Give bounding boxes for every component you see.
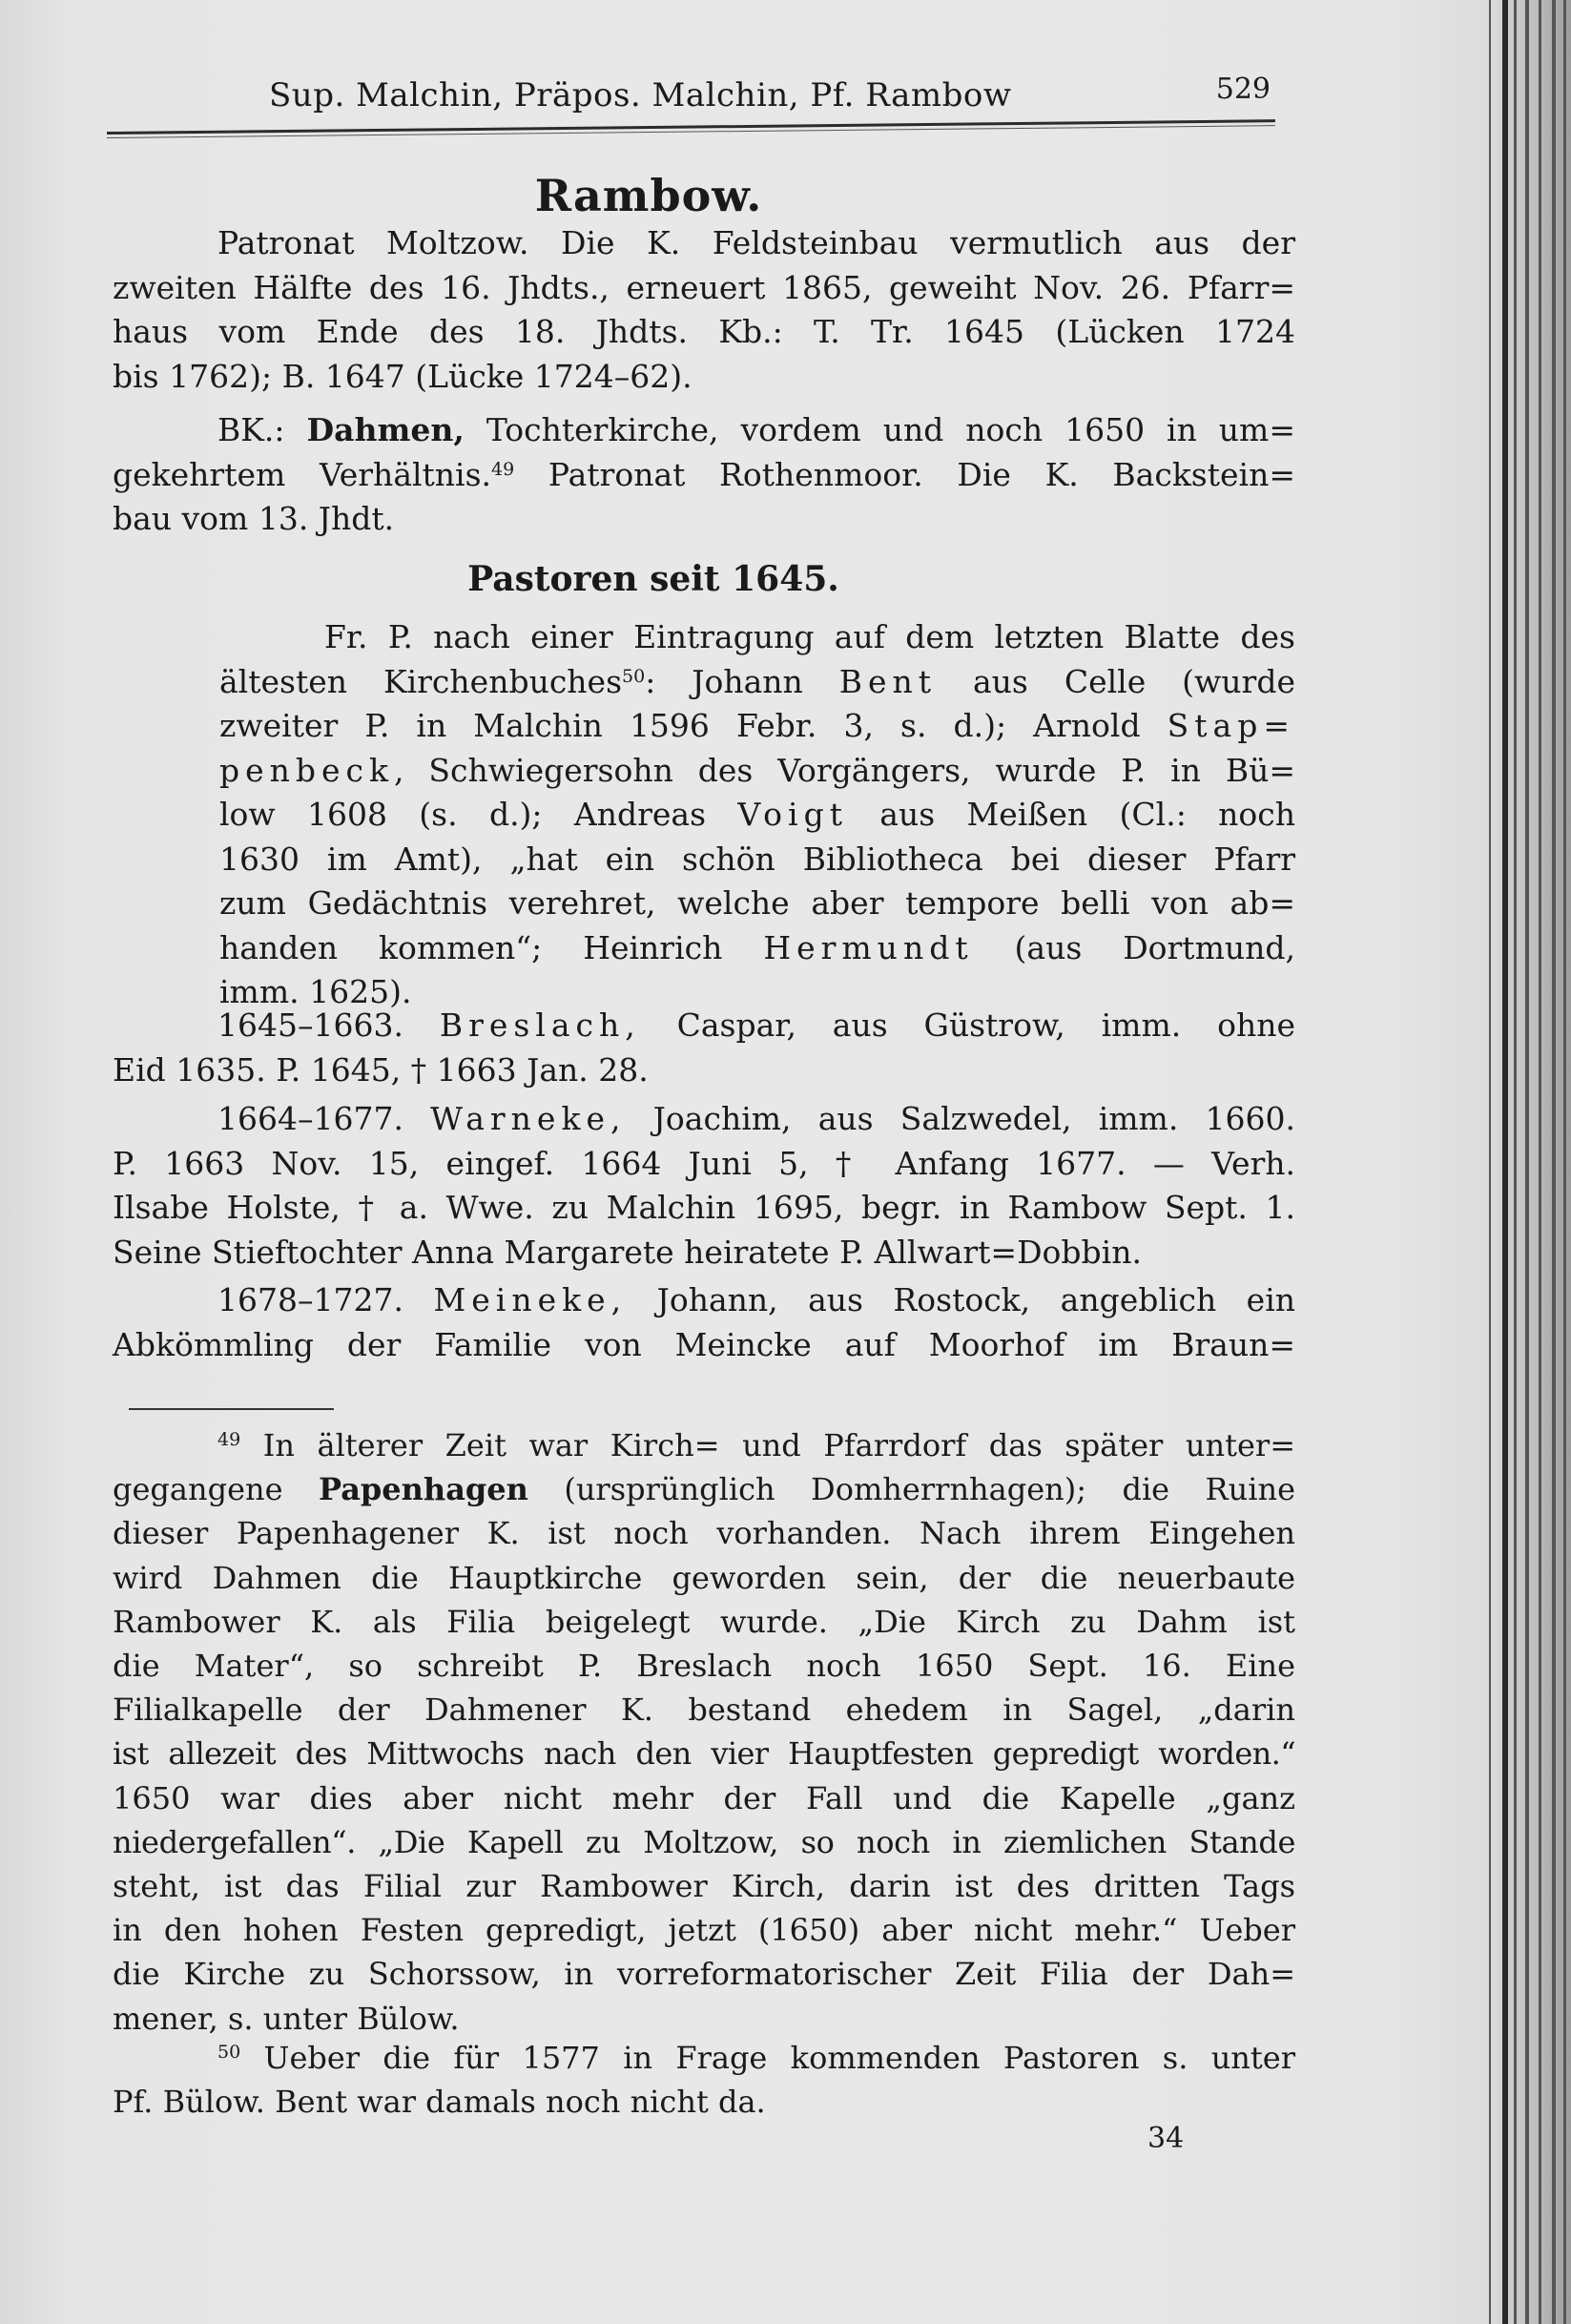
text-line: BK.: Dahmen, Tochterkirche, vordem und noch 1650 in um= [217,411,1295,448]
running-head [107,73,1271,130]
page-edge-line [1552,0,1556,2324]
text-line: bau vom 13. Jhdt. [113,500,395,537]
intro-paragraph [113,221,1295,399]
text-line: 1650 war dies aber nicht mehr der Fall und die Kapelle „ganz [113,1779,1295,1816]
text-line: wird Dahmen die Hauptkirche geworden sein, der die neuerbaute [113,1559,1295,1596]
pastor-name: Voigt [737,796,848,833]
text-line: in den hohen Festen gepredigt, jetzt (1650) aber nicht mehr.“ Ueber [113,1912,1295,1949]
pastor-name: Meineke, [433,1281,628,1318]
text-line: steht, ist das Filial zur Rambower Kirch, darin ist des dritten Tags [113,1868,1295,1905]
text-line: Ilsabe Holste, † a. Wwe. zu Malchin 1695, begr. in Rambow Sept. 1. [113,1189,1295,1226]
text-line: Patronat Moltzow. Die K. Feldsteinbau vermutlich aus der [217,224,1295,261]
page-edge-line [1514,0,1517,2324]
text-line: gegangene Papenhagen (ursprünglich Domherrnhagen); die Ruine [113,1471,1296,1508]
footnote-50 [113,2036,1295,2124]
text-line: ist allezeit des Mittwochs nach den vier Hauptfesten gepredigt worden.“ [113,1735,1295,1773]
text-line: low 1608 (s. d.); Andreas Voigt aus Meißen (Cl.: noch [219,796,1295,833]
signature-mark: 34 [1147,2122,1185,2155]
text-line: P. 1663 Nov. 15, eingef. 1664 Juni 5, † Anfang 1677. — Verh. [113,1144,1295,1182]
text-line: die Mater“, so schreibt P. Breslach noch 1650 Sept. 16. Eine [113,1648,1295,1685]
footnote-number: 50 [217,2042,241,2063]
pastor-entry-warneke [113,1097,1295,1275]
footnote-ref-50[interactable]: 50 [622,665,646,687]
text-line: Seine Stieftochter Anna Margarete heiratete P. Allwart=Dobbin. [113,1233,1142,1271]
pastor-name: Breslach, [439,1006,641,1044]
pastor-entry-meineke [113,1278,1295,1367]
text-line: Filialkapelle der Dahmener K. bestand ehedem in Sagel, „darin [113,1691,1295,1729]
page-edge-line [1563,0,1566,2324]
text-line: 1664–1677. Warneke, Joachim, aus Salzwedel, imm. 1660. [217,1100,1295,1137]
filial-place: Dahmen, [306,411,465,448]
text-line: niedergefallen“. „Die Kapell zu Moltzow, so noch in ziemlichen Stande [113,1823,1295,1860]
text-line: 1645–1663. Breslach, Caspar, aus Güstrow, imm. ohne [217,1006,1295,1044]
running-head-title: Sup. Malchin, Präpos. Malchin, Pf. Rambow [269,76,1012,114]
text-line: imm. 1625). [219,973,412,1010]
text-line: Rambower K. als Filia beigelegt wurde. „Die Kirch zu Dahm ist [113,1603,1295,1640]
text-line: haus vom Ende des 18. Jhdts. Kb.: T. Tr. 1645 (Lücken 1724 [113,313,1295,350]
text-line: mener, s. unter Bülow. [113,2000,460,2037]
text-line: Eid 1635. P. 1645, † 1663 Jan. 28. [113,1050,649,1089]
page-edge-line [1525,0,1529,2324]
pastor-name: Bent [838,662,938,700]
pastor-years: 1645–1663. [217,1006,403,1044]
section-title: Rambow. [534,170,763,221]
text-line: bis 1762); B. 1647 (Lücke 1724–62). [113,357,692,395]
footnote-separator [129,1408,334,1410]
pastor-entry-breslach [113,1004,1295,1092]
pastor-years: 1664–1677. [217,1100,403,1137]
text-line: Fr. P. nach einer Eintragung auf dem letzten Blatte des [324,618,1295,655]
book-edge [1485,0,1571,2324]
text-line: gekehrtem Verhältnis.$^{49}$ Patronat Rothenmoor. Die K. Backstein= [113,455,1295,493]
footnote-number: 49 [217,1429,241,1450]
footnote-49 [113,1423,1295,2041]
text-line: $^{49}$ In älterer Zeit war Kirch= und Pfarrdorf das später unter= [217,1427,1296,1463]
place-name-bold: Papenhagen [318,1471,528,1508]
text-line: Pf. Bülow. Bent war damals noch nicht da. [113,2084,766,2121]
text-line: penbeck, Schwiegersohn des Vorgängers, wurde P. in Bü= [219,751,1295,789]
pastor-name: penbeck [219,751,395,789]
page-edge-line [1489,0,1491,2324]
text-line: die Kirche zu Schorssow, in vorreformatorischer Zeit Filia der Dah= [113,1956,1295,1993]
text-line: 1630 im Amt), „hat ein schön Bibliotheca bei dieser Pfarr [219,840,1295,878]
text-line: 1678–1727. Meineke, Johann, aus Rostock, angeblich ein [217,1281,1295,1318]
filial-paragraph [113,408,1295,542]
text-line: handen kommen“; Heinrich Hermundt (aus Dortmund, [219,928,1295,966]
pastors-heading: Pastoren seit 1645. [467,559,839,599]
text-line: $^{50}$ Ueber die für 1577 in Frage kommenden Pastoren s. unter [217,2040,1296,2076]
pastor-name: Hermundt [763,928,974,966]
text-line: zweiten Hälfte des 16. Jhdts., erneuert 1865, geweiht Nov. 26. Pfarr= [113,268,1295,306]
page-number: 529 [1215,73,1271,106]
footnote-ref-49[interactable]: 49 [491,458,515,480]
text-line: ältesten Kirchenbuches$^{50}$: Johann Bent aus Celle (wurde [219,662,1295,700]
page-edge-line [1502,0,1508,2324]
pastor-years: 1678–1727. [217,1281,403,1318]
pastor-name: Warneke, [430,1100,627,1137]
text-line: zum Gedächtnis verehret, welche aber tempore belli von ab= [219,884,1295,922]
text-line: dieser Papenhagener K. ist noch vorhanden. Nach ihrem Eingehen [113,1515,1295,1552]
page-edge-line [1539,0,1541,2324]
early-pastors-paragraph [113,615,1295,1015]
text-line: zweiter P. in Malchin 1596 Febr. 3, s. d.); Arnold Stap= [219,707,1295,744]
text-line: Abkömmling der Familie von Meincke auf Moorhof im Braun= [113,1325,1295,1363]
pastor-name: Stap= [1167,707,1295,744]
